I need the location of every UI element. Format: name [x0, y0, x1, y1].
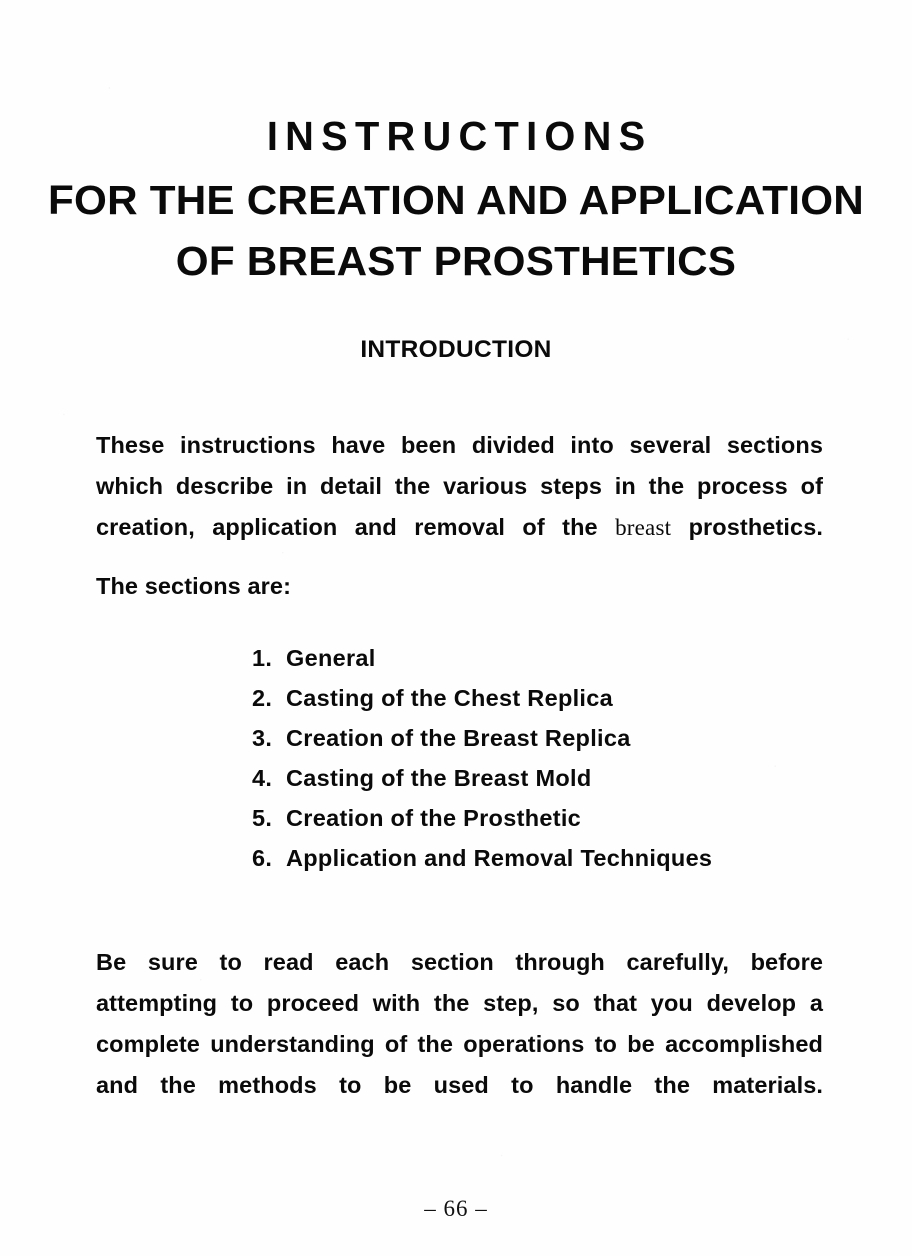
- step-number: 4.: [252, 765, 273, 791]
- step-number: 2.: [252, 685, 273, 711]
- step-label: Application and Removal Techniques: [286, 845, 713, 871]
- step-number: 3.: [252, 725, 273, 751]
- intro-paragraph-part-2: prosthetics.: [671, 514, 823, 540]
- steps-list: [252, 638, 712, 878]
- title-line-instructions: INSTRUCTIONS: [266, 113, 653, 159]
- intro-paragraph-part-1: These instructions have been divided into several sections which describe in detail the various steps in the process of creation, application and removal of the: [96, 432, 823, 540]
- list-item: [252, 758, 712, 798]
- page-number-footer: – 66 –: [424, 1196, 488, 1221]
- step-label: Casting of the Chest Replica: [286, 685, 614, 711]
- list-item: [252, 638, 712, 678]
- step-number: 6.: [252, 845, 273, 871]
- step-label: Creation of the Breast Replica: [286, 725, 631, 751]
- page-title: [0, 112, 912, 285]
- title-line-for-the-creation-and-application: FOR THE CREATION AND APPLICATION: [48, 177, 864, 223]
- list-item: [252, 718, 712, 758]
- list-item: [252, 798, 712, 838]
- step-label: Casting of the Breast Mold: [286, 765, 592, 791]
- intro-paragraph-block: [96, 425, 823, 548]
- title-line-of-breast-prosthetics: OF BREAST PROSTHETICS: [175, 238, 737, 284]
- intro-paragraph-inserted-word: breast: [615, 515, 672, 540]
- step-label: General: [286, 645, 376, 671]
- sections-lead-in-block: [96, 566, 823, 607]
- closing-paragraph-block: [96, 942, 823, 1106]
- intro-paragraph: [96, 425, 823, 548]
- list-item: [252, 678, 712, 718]
- section-heading-introduction: INTRODUCTION: [360, 336, 552, 363]
- step-number: 1.: [252, 645, 273, 671]
- list-item: [252, 838, 712, 878]
- closing-paragraph: Be sure to read each section through carefully, before attempting to proceed with the step, so that you develop a complete understanding of the operations to be accomplished and the methods to be used to handle the materials.: [96, 949, 823, 1098]
- step-label: Creation of the Prosthetic: [286, 805, 582, 831]
- step-number: 5.: [252, 805, 273, 831]
- sections-lead-in: The sections are:: [96, 573, 291, 599]
